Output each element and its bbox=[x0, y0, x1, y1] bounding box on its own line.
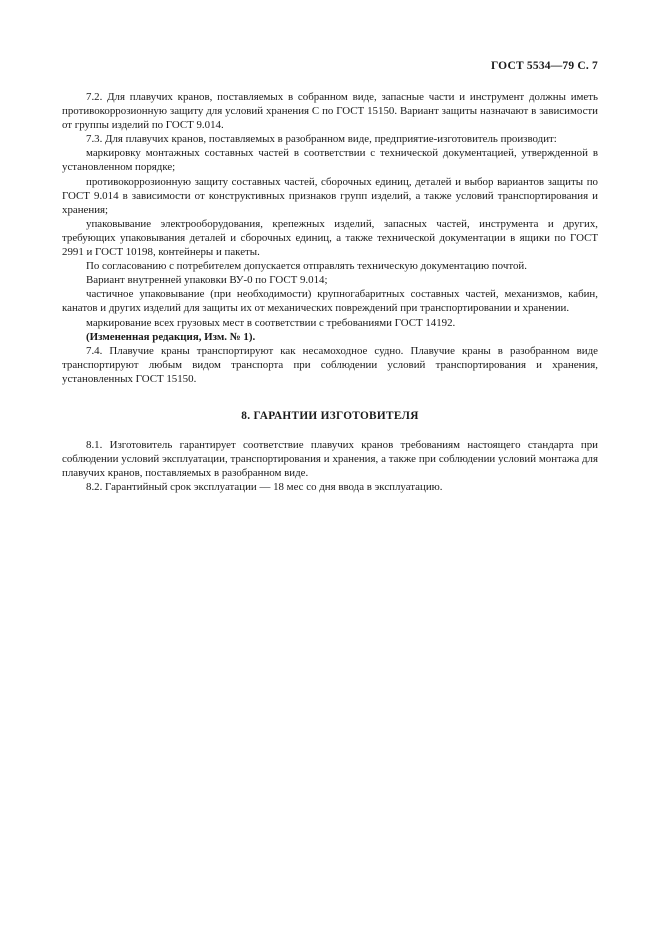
paragraph-7-2: 7.2. Для плавучих кранов, поставляемых в собранном виде, запасные части и инструмент должны иметь противокоррозионную защиту для условий хранения С по ГОСТ 15150. Вариант защиты назначают в зависимости от группы изделий по ГОСТ 9.014. bbox=[62, 91, 598, 132]
paragraph-7-3: 7.3. Для плавучих кранов, поставляемых в разобранном виде, предприятие-изготовитель производит: bbox=[86, 133, 557, 146]
list-item-cargo-marking: маркирование всех грузовых мест в соответствии с требованиями ГОСТ 14192. bbox=[86, 316, 456, 329]
amendment-note: (Измененная редакция, Изм. № 1). bbox=[86, 330, 256, 343]
list-item-marking: маркировку монтажных составных частей в соответствии с технической документацией, утвержденной в установленном порядке; bbox=[62, 147, 598, 174]
section-8-body bbox=[62, 438, 598, 494]
paragraph-8-2: 8.2. Гарантийный срок эксплуатации — 18 мес со дня ввода в эксплуатацию. bbox=[86, 481, 443, 494]
list-item-corrosion-protection: противокоррозионную защиту составных частей, сборочных единиц, деталей и выбор вариантов защиты по ГОСТ 9.014 в зависимости от конструктивных признаков групп изделий, а также условий транспортирования и хранения; bbox=[62, 175, 598, 216]
paragraph-inner-packing: Вариант внутренней упаковки ВУ-0 по ГОСТ 9.014; bbox=[86, 274, 328, 287]
paragraph-7-4: 7.4. Плавучие краны транспортируют как несамоходное судно. Плавучие краны в разобранном виде транспортируют любым видом транспорта при соблюдении условий транспортирования и хранения, установленных ГОСТ 15150. bbox=[62, 344, 598, 385]
section-8-title: 8. ГАРАНТИИ ИЗГОТОВИТЕЛЯ bbox=[241, 409, 419, 422]
list-item-partial-packing: частичное упаковывание (при необходимости) крупногабаритных составных частей, механизмов, кабин, канатов и других изделий для защиты их от механических повреждений при транспортировании и хранении. bbox=[62, 288, 598, 315]
page-header: ГОСТ 5534—79 С. 7 bbox=[490, 60, 598, 72]
document-page bbox=[62, 60, 598, 494]
paragraph-documentation-mail: По согласованию с потребителем допускается отправлять техническую документацию почтой. bbox=[86, 260, 527, 273]
section-7-body bbox=[62, 90, 598, 386]
paragraph-8-1: 8.1. Изготовитель гарантирует соответствие плавучих кранов требованиям настоящего стандарта при соблюдении условий эксплуатации, транспортирования и хранения, а также при соблюдении условий монтажа для плавучих кранов, поставляемых в разобранном виде. bbox=[62, 438, 598, 480]
list-item-packing: упаковывание электрооборудования, крепежных изделий, запасных частей, инструмента и других, требующих упаковывания деталей и сборочных единиц, а также технической документации в ящики по ГОСТ 2991 и ГОСТ 10198, контейнеры и пакеты. bbox=[62, 217, 598, 259]
